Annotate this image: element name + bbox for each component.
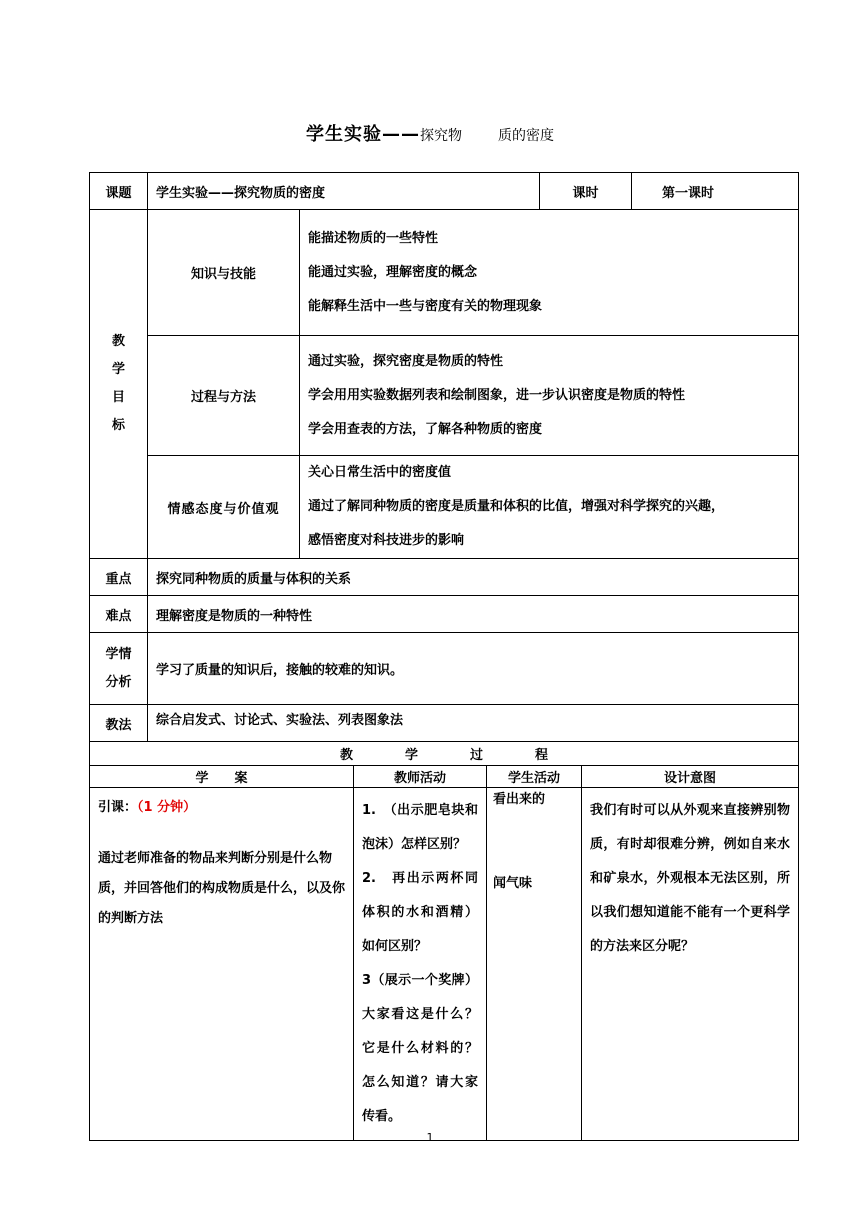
- objective-lines: 关心日常生活中的密度值 通过了解同种物质的密度是质量和体积的比值，增强对科学探究的兴趣， 感悟密度对科技进步的影响: [300, 456, 799, 559]
- objective-knowledge-row: [90, 210, 799, 336]
- page-number: 1: [426, 1131, 434, 1144]
- col-design-header: 设计意图: [582, 766, 799, 788]
- student-analysis-text: 学习了质量的知识后，接触的较难的知识。: [148, 633, 799, 705]
- col-student-header: 学生活动: [487, 766, 582, 788]
- teacher-step-2: 2. 再出示两杯同体积的水和酒精）如何区别？: [362, 871, 478, 954]
- intro-time: （1 分钟）: [137, 800, 197, 815]
- key-point-row: [90, 559, 799, 596]
- objective-name: 情感态度与价值观: [148, 456, 300, 559]
- difficult-point-label: 难点: [90, 596, 148, 633]
- title-main: 学生实验——: [306, 124, 420, 145]
- title-part-1: 探究物: [420, 128, 462, 144]
- topic-row: [90, 173, 799, 210]
- period-value: 第一课时: [632, 173, 799, 210]
- topic-value: 学生实验——探究物质的密度: [148, 173, 540, 210]
- teacher-step-3: 3（展示一个奖牌）大家看这是什么？它是什么材料的？怎么知道？请大家传看。: [362, 973, 478, 1124]
- process-title: 教 学 过 程: [90, 742, 799, 766]
- student-activity-cell: [487, 788, 582, 1141]
- teaching-method-label: 教法: [90, 705, 148, 742]
- key-point-label: 重点: [90, 559, 148, 596]
- teacher-activity-cell: [354, 788, 487, 1141]
- plan-cell: [90, 788, 354, 1141]
- topic-label: 课题: [90, 173, 148, 210]
- intro-label: 引课：: [98, 800, 138, 815]
- student-activity-2: 闻气味: [493, 876, 533, 891]
- student-activity-1: 看出来的: [493, 792, 546, 807]
- teaching-method-text: 综合启发式、讨论式、实验法、列表图象法: [148, 705, 799, 742]
- design-intent-cell: 我们有时可以从外观来直接辨别物质，有时却很难分辨，例如自来水和矿泉水，外观根本无法区别，所以我们想知道能不能有一个更科学的方法来区分呢？: [582, 788, 799, 1141]
- teaching-method-row: [90, 705, 799, 742]
- lesson-intro-row: [90, 788, 799, 1141]
- period-label: 课时: [540, 173, 632, 210]
- objective-lines: 能描述物质的一些特性 能通过实验，理解密度的概念 能解释生活中一些与密度有关的物理现象: [300, 210, 799, 336]
- student-analysis-row: [90, 633, 799, 705]
- document-title: [0, 120, 860, 146]
- lesson-plan-table: [89, 172, 799, 1141]
- difficult-point-text: 理解密度是物质的一种特性: [148, 596, 799, 633]
- process-title-row: [90, 742, 799, 766]
- objective-lines: 通过实验，探究密度是物质的特性 学会用用实验数据列表和绘制图象，进一步认识密度是物质的特性 学会用查表的方法，了解各种物质的密度: [300, 336, 799, 456]
- process-header-row: [90, 766, 799, 788]
- plan-text: 通过老师准备的物品来判断分别是什么物质，并回答他们的构成物质是什么，以及你的判断方法: [98, 851, 346, 926]
- difficult-point-row: [90, 596, 799, 633]
- teacher-step-1: 1. （出示肥皂块和泡沫）怎样区别？: [362, 803, 478, 852]
- student-analysis-label: 学情 分析: [90, 633, 148, 705]
- key-point-text: 探究同种物质的质量与体积的关系: [148, 559, 799, 596]
- title-part-2: 质的密度: [498, 128, 554, 144]
- objective-name: 知识与技能: [148, 210, 300, 336]
- col-plan-header: 学 案: [90, 766, 354, 788]
- col-teacher-header: 教师活动: [354, 766, 487, 788]
- objective-attitude-row: [90, 456, 799, 559]
- objectives-label: 教 学 目 标: [90, 210, 148, 559]
- objective-process-row: [90, 336, 799, 456]
- objective-name: 过程与方法: [148, 336, 300, 456]
